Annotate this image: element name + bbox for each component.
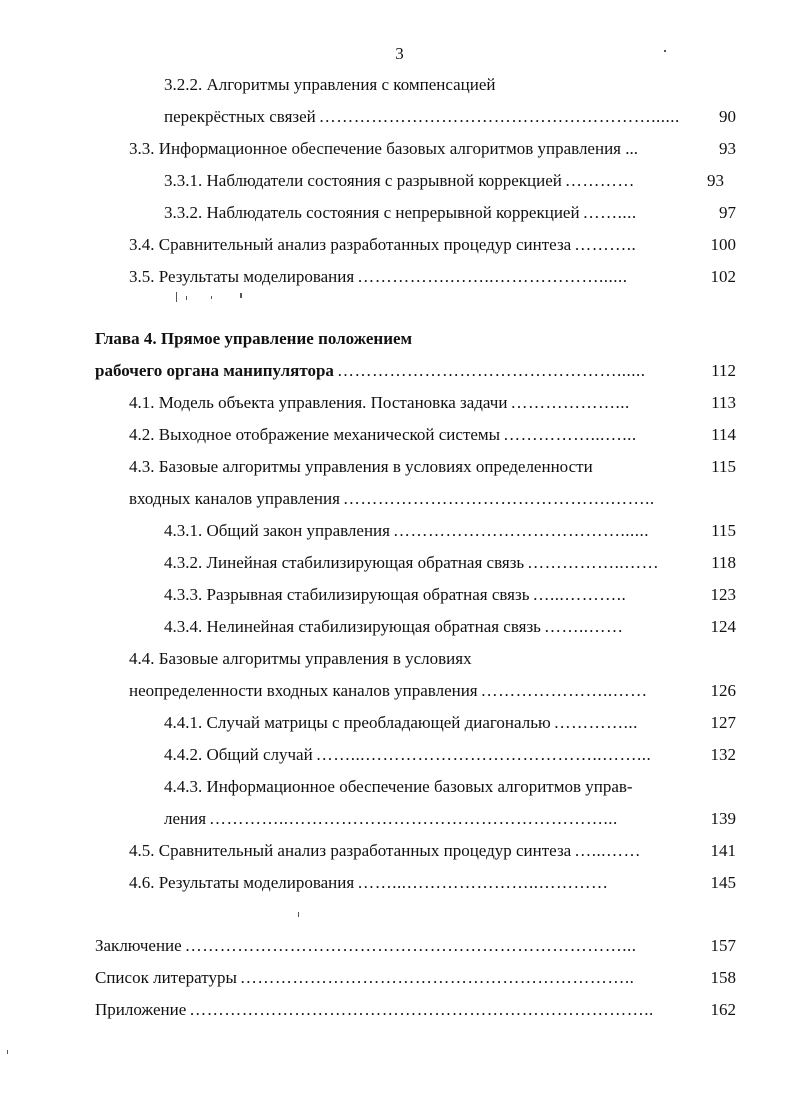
leader-dots: …………... (553, 713, 638, 732)
toc-entry-text: 4.4.2. Общий случай (164, 745, 313, 764)
toc-entry-4-4[interactable] (129, 680, 698, 702)
toc-entry-text: 3.4. Сравнительный анализ разработанных процедур синтеза (129, 235, 572, 254)
toc-entry-text: 3.5. Результаты моделирования (129, 267, 355, 286)
toc-page-number: 123 (710, 585, 736, 604)
leader-dots: ………………... (510, 393, 630, 412)
toc-page-number: 100 (710, 235, 736, 254)
toc-entry-4-4-1[interactable] (164, 712, 698, 734)
toc-entry-text: 3.3.2. Наблюдатель состояния с непрерывной коррекцией (164, 203, 580, 222)
toc-entry-text: рабочего органа манипулятора (95, 361, 334, 380)
scan-speck (186, 296, 187, 300)
leader-dots: ……………...…... (503, 425, 637, 444)
scan-speck (176, 292, 177, 302)
toc-references[interactable] (95, 967, 692, 989)
toc-entry-4-3-1[interactable] (164, 520, 698, 542)
scan-speck (7, 1050, 8, 1054)
toc-appendix[interactable] (95, 999, 692, 1021)
toc-entry-text: 4.1. Модель объекта управления. Постановка задачи (129, 393, 508, 412)
toc-page-number: 162 (710, 1000, 736, 1019)
toc-page-number: 112 (711, 361, 736, 380)
leader-dots: …………..………………………………………………... (209, 809, 618, 828)
toc-entry-4-3[interactable] (129, 488, 698, 510)
toc-entry-3-2-2[interactable] (164, 106, 698, 128)
toc-page-number: 124 (710, 617, 736, 636)
toc-page-number: 115 (711, 521, 736, 540)
toc-entry-3-5[interactable] (129, 266, 691, 288)
toc-entry-text: ления (164, 809, 207, 828)
toc-entry-text: 4.3.2. Линейная стабилизирующая обратная связь (164, 553, 525, 572)
leader-dots: ……..…… (543, 617, 624, 636)
leader-dots: ………………………………………………………….. (239, 968, 635, 987)
toc-page-number: 158 (710, 968, 736, 987)
toc-page-number: 114 (711, 425, 736, 444)
toc-page-number: 132 (710, 745, 736, 764)
leader-dots: …….... (582, 203, 637, 222)
leader-dots: …………………..…… (480, 681, 648, 700)
toc-page-number: 127 (710, 713, 736, 732)
toc-page-number: 145 (710, 873, 736, 892)
page-number: 3 (395, 44, 404, 63)
scan-speck (211, 296, 212, 299)
toc-page-number: 90 (719, 107, 736, 126)
scan-speck (298, 912, 299, 917)
toc-entry-4-3-3[interactable] (164, 584, 698, 606)
toc-entry-text: перекрёстных связей (164, 107, 316, 126)
toc-entry-text: Заключение (95, 936, 182, 955)
toc-entry-4-3-2[interactable] (164, 552, 698, 574)
toc-entry-text: 3.3.1. Наблюдатели состояния с разрывной коррекцией (164, 171, 562, 190)
scan-speck (664, 50, 666, 52)
scan-speck (240, 293, 242, 298)
toc-entry-3-3-1[interactable] (164, 170, 698, 192)
leader-dots: ………… (564, 171, 635, 190)
toc-entry-4-3-4[interactable] (164, 616, 698, 638)
leader-dots: …………………………………………...... (336, 361, 646, 380)
toc-entry-text: 4.5. Сравнительный анализ разработанных процедур синтеза (129, 841, 572, 860)
toc-entry-text: входных каналов управления (129, 489, 340, 508)
leader-dots: …………………………………………………...... (318, 107, 680, 126)
toc-entry-4-5[interactable] (129, 840, 691, 862)
toc-entry-text: Приложение (95, 1000, 187, 1019)
toc-page-number: 102 (710, 267, 736, 286)
toc-entry-4-3-title[interactable]: 4.3. Базовые алгоритмы управления в условиях определенности (129, 457, 593, 476)
toc-page-number: 113 (711, 393, 736, 412)
leader-dots: ……………………………………….…….. (342, 489, 655, 508)
toc-page-number: 93 (719, 139, 736, 158)
toc-entry-text: 4.2. Выходное отображение механической системы (129, 425, 501, 444)
toc-entry-text: 4.6. Результаты моделирования (129, 873, 355, 892)
toc-page-number: 97 (719, 203, 736, 222)
toc-entry-text: неопределенности входных каналов управления (129, 681, 478, 700)
toc-entry-4-6[interactable] (129, 872, 691, 894)
leader-dots: ……...…………………………………..……... (315, 745, 652, 764)
toc-entry-3-3-2[interactable] (164, 202, 698, 224)
toc-entry-text: Список литературы (95, 968, 237, 987)
leader-dots: ……...…………………..………… (357, 873, 609, 892)
toc-page-number: 115 (711, 457, 736, 476)
leader-dots: ……………..…… (527, 553, 660, 572)
toc-page-number: 118 (711, 553, 736, 572)
leader-dots: ……….. (574, 235, 637, 254)
leader-dots: …………………………………...... (392, 521, 649, 540)
toc-entry-3-4[interactable] (129, 234, 691, 256)
leader-dots: …...…… (574, 841, 641, 860)
toc-entry-3-2-2-title: 3.2.2. Алгоритмы управления с компенсацией (164, 75, 496, 94)
toc-entry-4-4-title[interactable]: 4.4. Базовые алгоритмы управления в условиях (129, 649, 472, 668)
toc-page-number: 93 (707, 171, 724, 190)
toc-entry-4-1[interactable] (129, 392, 698, 414)
toc-entry-text: 4.3.4. Нелинейная стабилизирующая обратная связь (164, 617, 541, 636)
toc-conclusion[interactable] (95, 935, 692, 957)
leader-dots: …...……….. (532, 585, 627, 604)
toc-chapter-4[interactable] (95, 360, 698, 382)
toc-chapter-4-title: Глава 4. Прямое управление положением (95, 329, 413, 348)
toc-page-number: 139 (710, 809, 736, 828)
toc-entry-3-3[interactable]: 3.3. Информационное обеспечение базовых алгоритмов управления ... (129, 139, 638, 158)
toc-entry-4-4-3[interactable] (164, 808, 698, 830)
leader-dots: …………………………………………………………………….. (189, 1000, 654, 1019)
toc-entry-text: 4.3.3. Разрывная стабилизирующая обратная связь (164, 585, 530, 604)
toc-entry-4-4-3-title[interactable]: 4.4.3. Информационное обеспечение базовых алгоритмов управ- (164, 777, 633, 796)
leader-dots: …………….……..………………...... (357, 267, 628, 286)
toc-entry-4-2[interactable] (129, 424, 698, 446)
toc-entry-text: 4.4.1. Случай матрицы с преобладающей диагональю (164, 713, 551, 732)
toc-page-number: 126 (710, 681, 736, 700)
toc-page-number: 141 (710, 841, 736, 860)
toc-entry-text: 4.3.1. Общий закон управления (164, 521, 390, 540)
leader-dots: …………………………………………………………………... (184, 936, 637, 955)
toc-page-number: 157 (710, 936, 736, 955)
toc-entry-4-4-2[interactable] (164, 744, 698, 766)
